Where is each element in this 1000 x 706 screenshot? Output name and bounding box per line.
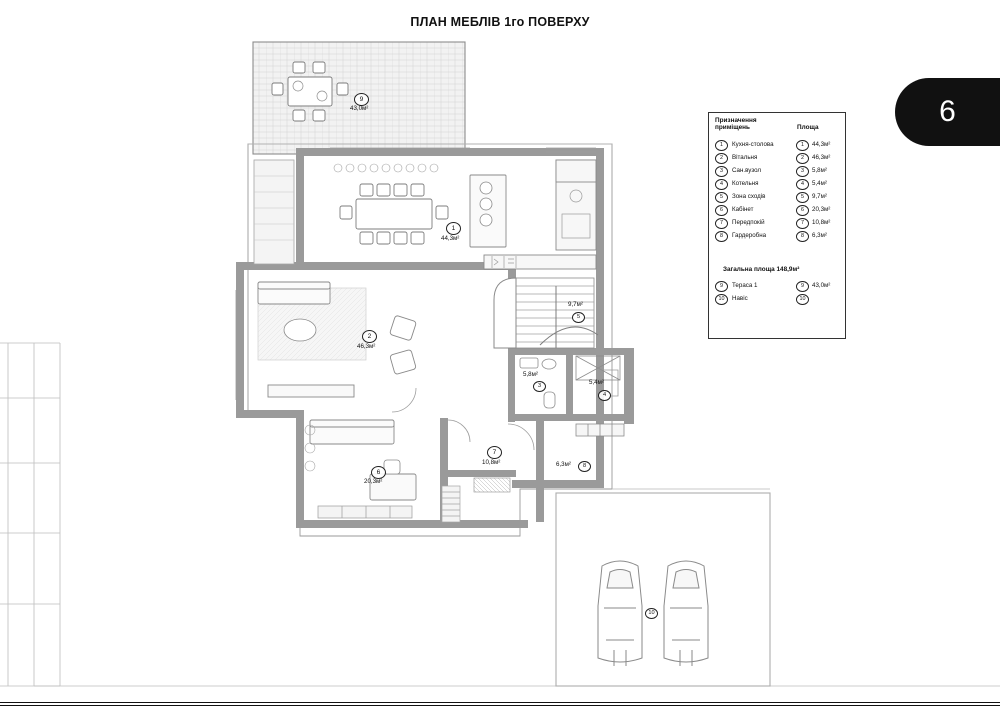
legend-num2-5: 5: [796, 192, 809, 203]
legend-num-4: 4: [715, 179, 728, 190]
plan-area-2: 46,3м²: [357, 343, 376, 350]
legend-num2-10: 10: [796, 294, 809, 305]
legend-area-6: 20,3м²: [812, 206, 831, 214]
legend-area-9: 43,0м²: [812, 282, 831, 290]
plan-area-7: 10,8м²: [482, 459, 501, 466]
legend-num-9: 9: [715, 281, 728, 292]
legend-label-1: Кухня-столова: [732, 141, 774, 149]
sheet-bottom-border: [0, 702, 1000, 703]
legend-row: [715, 191, 843, 204]
legend-row: [715, 204, 843, 217]
plan-badge-4: 4: [598, 390, 611, 401]
plan-badge-8: 8: [578, 461, 591, 472]
legend-box: [708, 112, 846, 339]
legend-num-6: 6: [715, 205, 728, 216]
legend-area-1: 44,3м²: [812, 141, 831, 149]
legend-num2-6: 6: [796, 205, 809, 216]
legend-total-area: Загальна площа 148,9м²: [723, 266, 800, 273]
legend-num-1: 1: [715, 140, 728, 151]
plan-badge-6: 6: [371, 466, 386, 479]
legend-num2-8: 8: [796, 231, 809, 242]
legend-num2-2: 2: [796, 153, 809, 164]
legend-area-7: 10,8м²: [812, 219, 831, 227]
legend-label-9: Тераса 1: [732, 282, 758, 290]
legend-num2-3: 3: [796, 166, 809, 177]
legend-area-3: 5,8м²: [812, 167, 827, 175]
plan-badge-10: 10: [645, 608, 658, 619]
plan-area-1: 44,3м²: [441, 235, 460, 242]
legend-label-2: Вітальня: [732, 154, 758, 162]
legend-row: [715, 139, 843, 152]
legend-row: [715, 178, 843, 191]
legend-area-5: 9,7м²: [812, 193, 827, 201]
legend-label-8: Гардеробна: [732, 232, 767, 240]
plan-area-9: 43,0м²: [350, 105, 369, 112]
legend-num2-4: 4: [796, 179, 809, 190]
legend-label-7: Передпокій: [732, 219, 765, 227]
plan-badge-3: 3: [533, 381, 546, 392]
legend-num2-9: 9: [796, 281, 809, 292]
page-number: 6: [939, 95, 956, 128]
legend-num-3: 3: [715, 166, 728, 177]
legend-row: [715, 293, 843, 306]
legend-area-2: 46,3м²: [812, 154, 831, 162]
page-number-tab: [895, 78, 1000, 146]
legend-row: [715, 152, 843, 165]
legend-label-5: Зона сходів: [732, 193, 766, 201]
legend-rows-extra: [715, 280, 843, 306]
plan-badge-9: 9: [354, 93, 369, 106]
legend-row: [715, 230, 843, 243]
plan-badge-1: 1: [446, 222, 461, 235]
legend-num-2: 2: [715, 153, 728, 164]
legend-num-10: 10: [715, 294, 728, 305]
page-title: ПЛАН МЕБЛІВ 1го ПОВЕРХУ: [410, 15, 590, 29]
legend-area-4: 5,4м²: [812, 180, 827, 188]
legend-header-area: Площа: [797, 124, 819, 131]
plan-badge-2: 2: [362, 330, 377, 343]
legend-num-8: 8: [715, 231, 728, 242]
plan-badge-7: 7: [487, 446, 502, 459]
plan-area-6: 20,3м²: [364, 478, 383, 485]
legend-num2-1: 1: [796, 140, 809, 151]
legend-row: [715, 280, 843, 293]
legend-num2-7: 7: [796, 218, 809, 229]
legend-num-7: 7: [715, 218, 728, 229]
legend-label-4: Котельня: [732, 180, 759, 188]
legend-label-10: Навіс: [732, 295, 748, 303]
legend-rows: [715, 139, 843, 243]
legend-row: [715, 165, 843, 178]
plan-area-4: 5,4м²: [589, 379, 604, 386]
plan-area-8: 6,3м²: [556, 461, 571, 468]
legend-label-6: Кабінет: [732, 206, 754, 214]
legend-num-5: 5: [715, 192, 728, 203]
plan-area-5: 9,7м²: [568, 301, 583, 308]
legend-area-8: 6,3м²: [812, 232, 827, 240]
legend-row: [715, 217, 843, 230]
plan-area-3: 5,8м²: [523, 371, 538, 378]
legend-header-purpose: Призначення приміщень: [715, 117, 757, 131]
legend-label-3: Сан.вузол: [732, 167, 762, 175]
plan-badge-5: 5: [572, 312, 585, 323]
